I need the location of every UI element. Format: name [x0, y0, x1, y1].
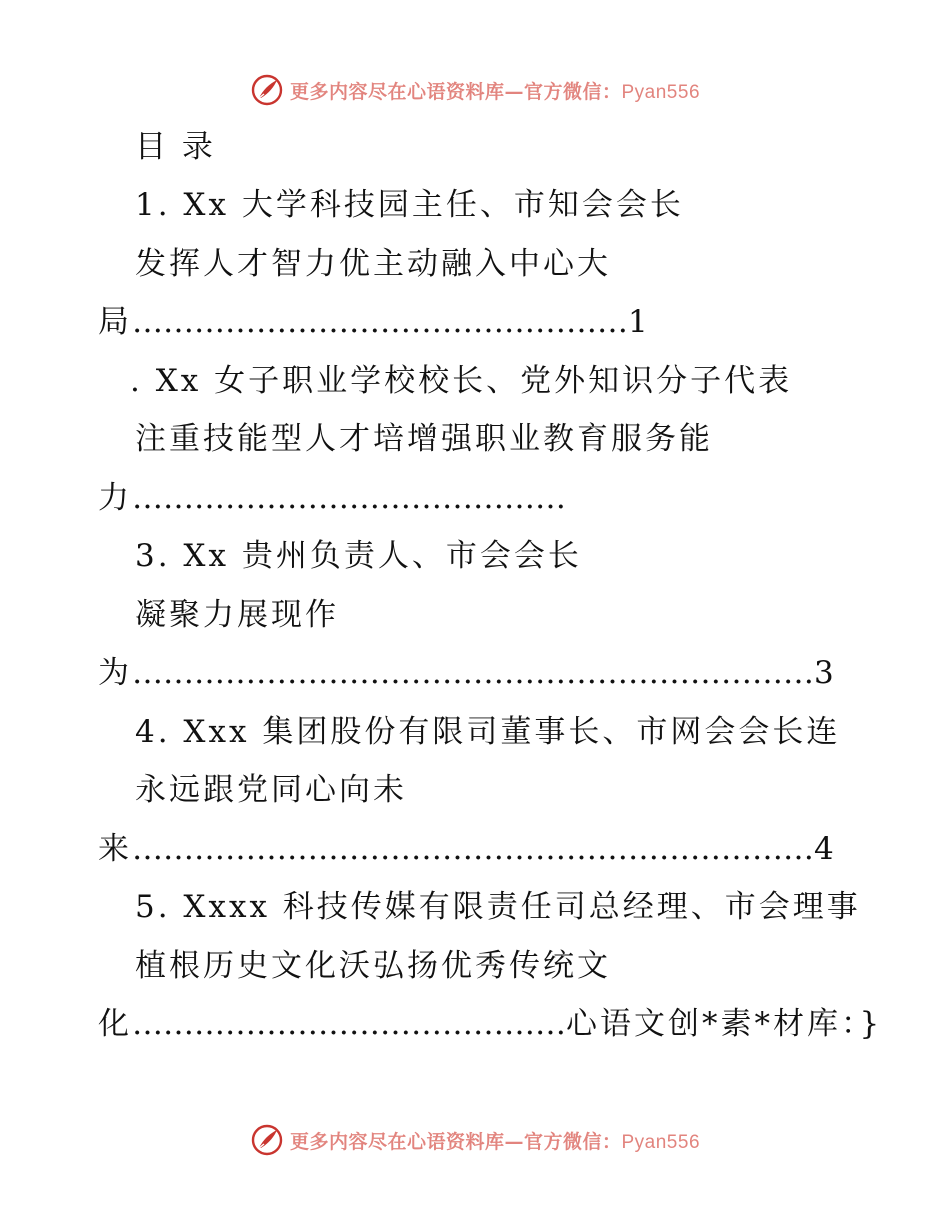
toc-entry-leader-line [98, 469, 566, 527]
toc-entry-subtitle: 植根历史文化沃弘扬优秀传统文 [135, 948, 611, 984]
toc-dot-leader: ………………………………………………………… [132, 655, 814, 691]
toc-entry-title: 1. Xx 大学科技园主任、市知会会长 [135, 187, 684, 223]
toc-entry-leader-line [98, 644, 837, 702]
toc-dot-leader: …………………………………… [132, 1006, 566, 1042]
toc-entry-leader-line [98, 995, 882, 1053]
toc-entry-subtitle: 永远跟党同心向未 [135, 772, 407, 808]
watermark-text [290, 77, 700, 104]
quill-pen-logo-icon [250, 73, 284, 107]
watermark-text [290, 1127, 700, 1154]
toc-entry-subtitle: 发挥人才智力优主动融入中心大 [135, 246, 611, 282]
watermark-label: 更多内容尽在心语资料库—官方微信： [289, 1130, 622, 1153]
toc-dot-leader: ………………………………………………………… [132, 831, 814, 867]
toc-entry-tail: 为 [98, 655, 132, 691]
toc-heading: 目 录 [135, 129, 216, 165]
toc-entry-title: 4. Xxx 集团股份有限司董事长、市网会会长连 [135, 714, 841, 750]
toc-entry-tail: 来 [98, 831, 132, 867]
toc-entry-tail: 力 [98, 480, 132, 516]
watermark-banner-top [0, 70, 950, 110]
toc-entry-tail: 局 [98, 304, 132, 340]
toc-entry-leader-line [98, 293, 651, 351]
watermark-label: 更多内容尽在心语资料库—官方微信： [289, 80, 622, 103]
watermark-wechat-id: Pyan556 [621, 81, 701, 103]
watermark-wechat-id: Pyan556 [621, 1131, 701, 1153]
toc-entry-subtitle: 注重技能型人才培增强职业教育服务能 [135, 421, 713, 457]
toc-dot-leader: ………………………………………… [132, 304, 628, 340]
toc-page-number: 心语文创*素*材库：} [566, 1006, 883, 1042]
toc-entry-title: . Xx 女子职业学校校长、党外知识分子代表 [130, 363, 793, 399]
toc-page-number: 1 [628, 304, 651, 340]
watermark-banner-bottom [0, 1120, 950, 1160]
toc-entry-tail: 化 [98, 1006, 132, 1042]
toc-entry-title: 5. Xxxx 科技传媒有限责任司总经理、市会理事 [135, 889, 861, 925]
toc-entry-leader-line [98, 820, 837, 878]
quill-pen-logo-icon [250, 1123, 284, 1157]
toc-page-number: 4 [814, 831, 837, 867]
watermark-content [250, 1123, 700, 1157]
toc-entry-title: 3. Xx 贵州负责人、市会会长 [135, 538, 582, 574]
toc-dot-leader: …………………………………… [132, 480, 566, 516]
toc-page-number: 3 [814, 655, 837, 691]
watermark-content [250, 73, 700, 107]
toc-entry-subtitle: 凝聚力展现作 [135, 597, 339, 633]
